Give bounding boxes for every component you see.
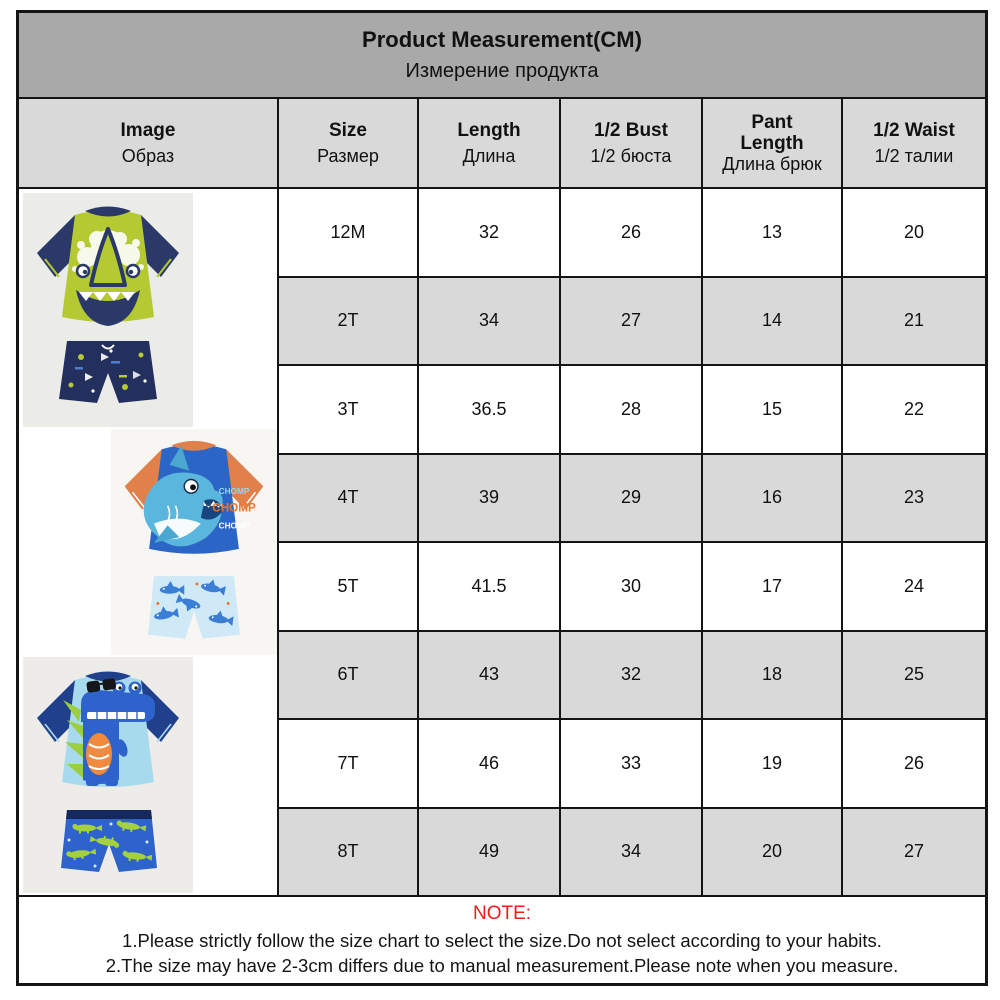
column-header-pant-en2: Length: [740, 132, 804, 154]
size-cell: 4T: [279, 455, 419, 542]
table-row: [279, 278, 985, 367]
table-body: [19, 189, 985, 897]
note-label: NOTE:: [472, 903, 532, 925]
product-photo-blue-chomp-shark-set: [111, 429, 277, 655]
length-cell: 49: [419, 809, 561, 896]
length-cell: 41.5: [419, 543, 561, 630]
length-cell: 36.5: [419, 366, 561, 453]
waist-cell: 22: [903, 398, 925, 419]
column-header-size-ru: Размер: [317, 145, 379, 166]
product-photo-crocodile-set: [23, 657, 193, 893]
waist-cell: 25: [903, 664, 925, 685]
pant-length-cell: 14: [703, 278, 843, 365]
column-header-pant-en1: Pant: [751, 111, 793, 133]
column-header-size: [279, 99, 419, 187]
column-header-bust-ru: 1/2 бюста: [590, 145, 672, 166]
length-cell: 46: [419, 720, 561, 807]
waist-cell: 21: [903, 310, 925, 331]
table-row: [279, 455, 985, 544]
bust-cell: 27: [561, 278, 703, 365]
column-header-length-en: Length: [457, 120, 521, 142]
table-row: [279, 720, 985, 809]
note-band: [19, 897, 985, 983]
chomp-text-3: CHOMP: [218, 520, 250, 531]
note-line-1: 1.Please strictly follow the size chart to select the size.Do not select according to your habits.: [122, 929, 882, 951]
length-cell: 34: [419, 278, 561, 365]
bust-cell: 32: [561, 632, 703, 719]
size-cell: 6T: [279, 632, 419, 719]
chomp-text-1: CHOMP: [218, 486, 250, 497]
column-header-bust-en: 1/2 Bust: [594, 120, 668, 142]
bust-cell: 33: [561, 720, 703, 807]
length-cell: 39: [419, 455, 561, 542]
product-photo-lime-shark-set: [23, 193, 193, 427]
page-title: Product Measurement(CM): [362, 27, 642, 52]
length-cell: 43: [419, 632, 561, 719]
column-header-waist: [843, 99, 985, 187]
size-chart-table: [16, 10, 988, 986]
size-cell: 5T: [279, 543, 419, 630]
bust-cell: 34: [561, 809, 703, 896]
table-row: [279, 366, 985, 455]
column-header-image: [19, 99, 279, 187]
bust-cell: 30: [561, 543, 703, 630]
table-row: [279, 632, 985, 721]
column-header-waist-ru: 1/2 талии: [874, 145, 954, 166]
column-header-pant-length: [703, 99, 843, 187]
column-header-pant-ru: Длина брюк: [722, 154, 822, 175]
column-header-size-en: Size: [328, 120, 368, 142]
chomp-text-2: CHOMP: [212, 501, 256, 515]
table-row: [279, 809, 985, 896]
waist-cell: 20: [903, 221, 925, 242]
note-line-2: 2.The size may have 2-3cm differs due to manual measurement.Please note when you measure.: [105, 955, 899, 977]
column-header-row: [19, 99, 985, 189]
column-header-length-ru: Длина: [462, 145, 516, 166]
size-cell: 7T: [279, 720, 419, 807]
title-band: [19, 13, 985, 99]
measurement-rows: [279, 189, 985, 895]
page-title-ru: Измерение продукта: [405, 60, 599, 82]
size-cell: 2T: [279, 278, 419, 365]
column-header-length: [419, 99, 561, 187]
column-header-image-en: Image: [120, 120, 176, 142]
column-header-image-ru: Образ: [121, 145, 175, 166]
length-cell: 32: [419, 189, 561, 276]
pant-length-cell: 15: [703, 366, 843, 453]
pant-length-cell: 18: [703, 632, 843, 719]
lime-shark-swim-set-image: [23, 193, 193, 427]
crocodile-swim-set-image: [23, 657, 193, 893]
waist-cell: 24: [903, 575, 925, 596]
pant-length-cell: 13: [703, 189, 843, 276]
bust-cell: 29: [561, 455, 703, 542]
bust-cell: 26: [561, 189, 703, 276]
product-image-column: [19, 189, 279, 895]
table-row: [279, 189, 985, 278]
column-header-bust: [561, 99, 703, 187]
pant-length-cell: 20: [703, 809, 843, 896]
size-cell: 3T: [279, 366, 419, 453]
waist-cell: 27: [903, 841, 925, 862]
blue-chomp-shark-swim-set-image: [111, 429, 277, 655]
bust-cell: 28: [561, 366, 703, 453]
size-cell: 12M: [279, 189, 419, 276]
size-cell: 8T: [279, 809, 419, 896]
table-row: [279, 543, 985, 632]
waist-cell: 23: [903, 487, 925, 508]
pant-length-cell: 19: [703, 720, 843, 807]
pant-length-cell: 16: [703, 455, 843, 542]
column-header-waist-en: 1/2 Waist: [873, 120, 955, 142]
waist-cell: 26: [903, 752, 925, 773]
pant-length-cell: 17: [703, 543, 843, 630]
